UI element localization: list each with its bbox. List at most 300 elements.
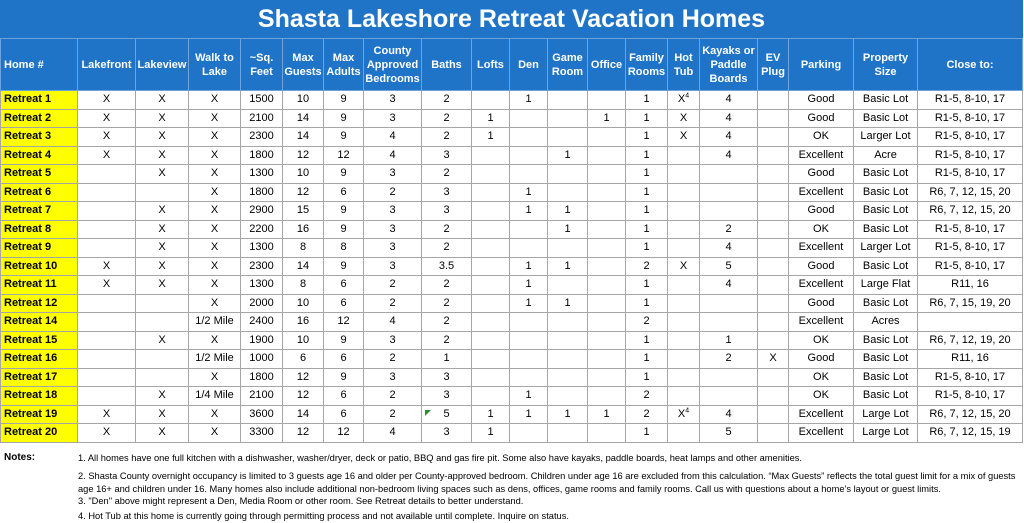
cell-property-size: Basic Lot [854, 350, 918, 369]
cell-game-room [548, 331, 588, 350]
cell-family-rooms: 1 [626, 331, 668, 350]
cell-sq-feet: 1300 [241, 239, 283, 258]
table-row [1, 165, 1023, 184]
cell-sq-feet: 2900 [241, 202, 283, 221]
cell-kayaks [700, 183, 758, 202]
cell-hot-tub [668, 276, 700, 295]
cell-bedrooms: 3 [364, 165, 422, 184]
cell-close-to: R1-5, 8-10, 17 [918, 239, 1023, 258]
cell-office [588, 91, 626, 110]
cell-hot-tub [668, 350, 700, 369]
cell-bedrooms: 4 [364, 424, 422, 443]
cell-game-room [548, 350, 588, 369]
cell-max-adults: 9 [324, 165, 364, 184]
cell-close-to: R1-5, 8-10, 17 [918, 257, 1023, 276]
cell-family-rooms: 1 [626, 128, 668, 147]
cell-baths: 3 [422, 368, 472, 387]
cell-lakefront [78, 202, 136, 221]
cell-parking: OK [789, 128, 854, 147]
cell-walk-to-lake: X [189, 146, 241, 165]
cell-lofts: 1 [472, 405, 510, 424]
cell-walk-to-lake: X [189, 368, 241, 387]
cell-ev-plug [758, 368, 789, 387]
cell-bedrooms: 4 [364, 146, 422, 165]
cell-sq-feet: 1800 [241, 183, 283, 202]
cell-max-guests: 15 [283, 202, 324, 221]
cell-walk-to-lake: X [189, 257, 241, 276]
cell-sq-feet: 2100 [241, 109, 283, 128]
cell-baths: 3 [422, 424, 472, 443]
hot-tub-value: X [677, 93, 686, 106]
cell-lofts [472, 276, 510, 295]
footnote-mark: 4 [685, 92, 690, 100]
cell-max-guests: 8 [283, 276, 324, 295]
cell-sq-feet: 1800 [241, 146, 283, 165]
cell-lofts [472, 165, 510, 184]
cell-parking: Good [789, 109, 854, 128]
cell-game-room: 1 [548, 220, 588, 239]
cell-ev-plug [758, 294, 789, 313]
cell-office [588, 165, 626, 184]
cell-property-size: Basic Lot [854, 165, 918, 184]
cell-kayaks [700, 368, 758, 387]
cell-property-size: Larger Lot [854, 239, 918, 258]
cell-property-size: Basic Lot [854, 202, 918, 221]
cell-lakefront: X [78, 109, 136, 128]
cell-sq-feet: 1900 [241, 331, 283, 350]
cell-sq-feet: 2200 [241, 220, 283, 239]
cell-kayaks: 4 [700, 276, 758, 295]
cell-family-rooms: 1 [626, 183, 668, 202]
cell-game-room: 1 [548, 202, 588, 221]
table-row [1, 128, 1023, 147]
cell-den: 1 [510, 387, 548, 406]
table-row [1, 405, 1023, 424]
cell-den: 1 [510, 276, 548, 295]
table-row [1, 220, 1023, 239]
cell-ev-plug [758, 276, 789, 295]
cell-family-rooms: 2 [626, 313, 668, 332]
cell-lakefront [78, 368, 136, 387]
cell-home: Retreat 11 [1, 276, 78, 295]
column-header-home: Home # [1, 39, 78, 91]
cell-hot-tub [668, 405, 700, 424]
cell-parking: OK [789, 331, 854, 350]
cell-home: Retreat 12 [1, 294, 78, 313]
cell-kayaks: 2 [700, 220, 758, 239]
cell-property-size: Basic Lot [854, 331, 918, 350]
cell-sq-feet: 2300 [241, 128, 283, 147]
cell-home: Retreat 9 [1, 239, 78, 258]
cell-den: 1 [510, 202, 548, 221]
cell-lakefront [78, 220, 136, 239]
cell-office [588, 350, 626, 369]
cell-ev-plug [758, 387, 789, 406]
cell-game-room [548, 387, 588, 406]
column-header-sq-feet: ~Sq. Feet [241, 39, 283, 91]
cell-sq-feet: 1500 [241, 91, 283, 110]
cell-walk-to-lake: X [189, 405, 241, 424]
cell-walk-to-lake: X [189, 276, 241, 295]
cell-walk-to-lake: 1/2 Mile [189, 350, 241, 369]
cell-bedrooms: 2 [364, 294, 422, 313]
cell-max-adults: 6 [324, 405, 364, 424]
cell-sq-feet: 3600 [241, 405, 283, 424]
column-header-game-room: Game Room [548, 39, 588, 91]
cell-game-room [548, 165, 588, 184]
cell-ev-plug [758, 91, 789, 110]
cell-baths: 2 [422, 276, 472, 295]
cell-close-to: R1-5, 8-10, 17 [918, 91, 1023, 110]
table-row [1, 239, 1023, 258]
cell-lofts [472, 202, 510, 221]
cell-close-to: R1-5, 8-10, 17 [918, 368, 1023, 387]
cell-parking: Excellent [789, 424, 854, 443]
cell-parking: Good [789, 165, 854, 184]
cell-sq-feet: 1000 [241, 350, 283, 369]
cell-max-guests: 12 [283, 387, 324, 406]
hot-tub-value: X [677, 407, 686, 420]
cell-max-guests: 10 [283, 331, 324, 350]
cell-max-adults: 12 [324, 313, 364, 332]
cell-kayaks: 4 [700, 91, 758, 110]
cell-parking: Good [789, 350, 854, 369]
cell-hot-tub [668, 202, 700, 221]
cell-max-adults: 9 [324, 331, 364, 350]
cell-max-guests: 8 [283, 239, 324, 258]
cell-walk-to-lake: X [189, 294, 241, 313]
cell-home: Retreat 8 [1, 220, 78, 239]
cell-lakeview: X [136, 239, 189, 258]
cell-family-rooms: 1 [626, 276, 668, 295]
cell-office [588, 239, 626, 258]
cell-lakefront: X [78, 424, 136, 443]
cell-ev-plug [758, 109, 789, 128]
cell-ev-plug [758, 146, 789, 165]
note-1: 1. All homes have one full kitchen with a dishwasher, washer/dryer, deck or patio, BBQ and gas fire pit. Some also have kayaks, paddle boards, heat lamps and other amenities. [78, 453, 803, 463]
cell-close-to: R6, 7, 12, 19, 20 [918, 331, 1023, 350]
cell-max-guests: 14 [283, 128, 324, 147]
cell-baths: 2 [422, 294, 472, 313]
cell-lakefront: X [78, 128, 136, 147]
cell-bedrooms: 3 [364, 202, 422, 221]
cell-baths: 3 [422, 202, 472, 221]
cell-bedrooms: 2 [364, 387, 422, 406]
note-3: 3. "Den" above might represent a Den, Media Room or other room. See Retreat details to better understand. [78, 496, 524, 506]
cell-ev-plug [758, 239, 789, 258]
cell-game-room: 1 [548, 146, 588, 165]
cell-game-room [548, 109, 588, 128]
cell-parking: Good [789, 257, 854, 276]
cell-ev-plug [758, 405, 789, 424]
cell-max-adults: 9 [324, 128, 364, 147]
cell-office [588, 368, 626, 387]
cell-lakeview: X [136, 165, 189, 184]
cell-walk-to-lake: X [189, 424, 241, 443]
cell-kayaks: 4 [700, 405, 758, 424]
cell-home: Retreat 6 [1, 183, 78, 202]
cell-hot-tub [668, 387, 700, 406]
cell-max-adults: 6 [324, 183, 364, 202]
cell-lakefront [78, 331, 136, 350]
cell-max-guests: 14 [283, 405, 324, 424]
cell-lakeview: X [136, 220, 189, 239]
cell-den [510, 220, 548, 239]
table-row [1, 146, 1023, 165]
cell-family-rooms: 1 [626, 165, 668, 184]
cell-baths: 5 [422, 405, 472, 424]
cell-baths: 2 [422, 313, 472, 332]
cell-sq-feet: 1300 [241, 276, 283, 295]
table-row [1, 183, 1023, 202]
cell-lofts [472, 239, 510, 258]
note-4: 4. Hot Tub at this home is currently going through permitting process and not available until complete. Inquire on status. [78, 511, 569, 521]
cell-lakefront [78, 239, 136, 258]
cell-lakeview: X [136, 387, 189, 406]
cell-office [588, 313, 626, 332]
cell-walk-to-lake: 1/4 Mile [189, 387, 241, 406]
column-header-lofts: Lofts [472, 39, 510, 91]
cell-max-adults: 6 [324, 387, 364, 406]
cell-parking: Good [789, 202, 854, 221]
cell-baths: 3 [422, 183, 472, 202]
cell-max-adults: 9 [324, 220, 364, 239]
cell-hot-tub [668, 239, 700, 258]
cell-game-room [548, 276, 588, 295]
cell-max-adults: 12 [324, 424, 364, 443]
cell-kayaks: 4 [700, 146, 758, 165]
cell-lakeview: X [136, 109, 189, 128]
cell-game-room [548, 128, 588, 147]
cell-hot-tub [668, 91, 700, 110]
cell-lofts [472, 313, 510, 332]
cell-kayaks: 4 [700, 109, 758, 128]
cell-game-room [548, 424, 588, 443]
cell-game-room [548, 91, 588, 110]
cell-max-adults: 12 [324, 146, 364, 165]
column-header-kayaks: Kayaks or Paddle Boards [700, 39, 758, 91]
cell-lofts [472, 294, 510, 313]
cell-property-size: Basic Lot [854, 109, 918, 128]
cell-sq-feet: 1300 [241, 165, 283, 184]
cell-lakeview [136, 368, 189, 387]
cell-hot-tub [668, 146, 700, 165]
cell-den [510, 165, 548, 184]
cell-office [588, 183, 626, 202]
cell-max-guests: 16 [283, 220, 324, 239]
cell-ev-plug [758, 331, 789, 350]
cell-parking: OK [789, 368, 854, 387]
cell-lofts: 1 [472, 424, 510, 443]
cell-bedrooms: 3 [364, 220, 422, 239]
cell-kayaks [700, 387, 758, 406]
cell-lofts [472, 350, 510, 369]
cell-lofts [472, 183, 510, 202]
cell-office [588, 202, 626, 221]
cell-lofts [472, 257, 510, 276]
cell-max-guests: 12 [283, 424, 324, 443]
cell-lakefront: X [78, 91, 136, 110]
cell-sq-feet: 2000 [241, 294, 283, 313]
cell-parking: Excellent [789, 405, 854, 424]
cell-parking: Excellent [789, 276, 854, 295]
column-header-lakefront: Lakefront [78, 39, 136, 91]
cell-bedrooms: 2 [364, 405, 422, 424]
cell-lakeview [136, 350, 189, 369]
cell-baths: 2 [422, 220, 472, 239]
cell-home: Retreat 17 [1, 368, 78, 387]
cell-max-guests: 10 [283, 165, 324, 184]
cell-home: Retreat 10 [1, 257, 78, 276]
column-header-hot-tub: Hot Tub [668, 39, 700, 91]
cell-hot-tub [668, 424, 700, 443]
column-header-office: Office [588, 39, 626, 91]
cell-property-size: Basic Lot [854, 220, 918, 239]
cell-walk-to-lake: X [189, 109, 241, 128]
cell-den [510, 350, 548, 369]
cell-lakeview [136, 183, 189, 202]
cell-home: Retreat 14 [1, 313, 78, 332]
cell-lofts [472, 220, 510, 239]
cell-lakeview [136, 313, 189, 332]
cell-den: 1 [510, 91, 548, 110]
cell-kayaks: 5 [700, 424, 758, 443]
cell-home: Retreat 7 [1, 202, 78, 221]
cell-family-rooms: 1 [626, 146, 668, 165]
cell-property-size: Large Lot [854, 424, 918, 443]
cell-family-rooms: 1 [626, 424, 668, 443]
column-header-max-adults: Max Adults [324, 39, 364, 91]
cell-close-to: R6, 7, 12, 15, 20 [918, 405, 1023, 424]
cell-max-guests: 16 [283, 313, 324, 332]
cell-max-guests: 14 [283, 109, 324, 128]
cell-den [510, 239, 548, 258]
cell-bedrooms: 3 [364, 239, 422, 258]
cell-bedrooms: 3 [364, 368, 422, 387]
cell-office [588, 128, 626, 147]
cell-lofts [472, 146, 510, 165]
cell-property-size: Basic Lot [854, 368, 918, 387]
cell-game-room [548, 313, 588, 332]
cell-lofts [472, 91, 510, 110]
cell-lakefront [78, 350, 136, 369]
cell-max-adults: 9 [324, 202, 364, 221]
cell-walk-to-lake: X [189, 183, 241, 202]
cell-baths: 2 [422, 331, 472, 350]
cell-home: Retreat 3 [1, 128, 78, 147]
cell-baths: 3 [422, 387, 472, 406]
cell-office [588, 424, 626, 443]
cell-lakefront [78, 294, 136, 313]
cell-bedrooms: 3 [364, 331, 422, 350]
column-header-family-rooms: Family Rooms [626, 39, 668, 91]
cell-bedrooms: 2 [364, 276, 422, 295]
cell-hot-tub [668, 313, 700, 332]
column-header-ev-plug: EV Plug [758, 39, 789, 91]
cell-family-rooms: 1 [626, 91, 668, 110]
cell-parking: Excellent [789, 146, 854, 165]
table-row [1, 276, 1023, 295]
cell-home: Retreat 18 [1, 387, 78, 406]
cell-property-size: Acre [854, 146, 918, 165]
cell-lakefront: X [78, 405, 136, 424]
cell-baths: 2 [422, 91, 472, 110]
cell-max-guests: 12 [283, 146, 324, 165]
column-header-baths: Baths [422, 39, 472, 91]
cell-bedrooms: 2 [364, 350, 422, 369]
cell-close-to: R6, 7, 12, 15, 19 [918, 424, 1023, 443]
cell-game-room: 1 [548, 294, 588, 313]
table-body [1, 91, 1023, 443]
cell-game-room: 1 [548, 405, 588, 424]
table-row [1, 109, 1023, 128]
cell-lofts [472, 331, 510, 350]
cell-den: 1 [510, 405, 548, 424]
cell-game-room: 1 [548, 257, 588, 276]
cell-hot-tub [668, 368, 700, 387]
cell-home: Retreat 16 [1, 350, 78, 369]
cell-den [510, 128, 548, 147]
cell-baths: 2 [422, 128, 472, 147]
cell-family-rooms: 2 [626, 405, 668, 424]
cell-den [510, 424, 548, 443]
column-header-lakeview: Lakeview [136, 39, 189, 91]
footnote-mark: 4 [685, 407, 690, 415]
cell-kayaks: 4 [700, 128, 758, 147]
table-row [1, 257, 1023, 276]
table-row [1, 91, 1023, 110]
cell-den [510, 331, 548, 350]
cell-office: 1 [588, 405, 626, 424]
cell-lakefront [78, 183, 136, 202]
cell-home: Retreat 15 [1, 331, 78, 350]
cell-walk-to-lake: X [189, 220, 241, 239]
cell-max-guests: 10 [283, 294, 324, 313]
cell-parking: Good [789, 294, 854, 313]
cell-office [588, 294, 626, 313]
cell-lakeview [136, 294, 189, 313]
cell-kayaks [700, 202, 758, 221]
cell-close-to: R1-5, 8-10, 17 [918, 128, 1023, 147]
table-row [1, 424, 1023, 443]
cell-office: 1 [588, 109, 626, 128]
cell-walk-to-lake: X [189, 165, 241, 184]
column-header-walk-to-lake: Walk to Lake [189, 39, 241, 91]
cell-family-rooms: 1 [626, 109, 668, 128]
cell-ev-plug [758, 202, 789, 221]
cell-parking: Excellent [789, 313, 854, 332]
cell-max-guests: 10 [283, 91, 324, 110]
cell-lakeview: X [136, 331, 189, 350]
cell-office [588, 276, 626, 295]
cell-max-guests: 14 [283, 257, 324, 276]
cell-office [588, 146, 626, 165]
cell-game-room [548, 239, 588, 258]
cell-walk-to-lake: X [189, 128, 241, 147]
cell-lakeview: X [136, 276, 189, 295]
cell-bedrooms: 3 [364, 91, 422, 110]
cell-max-adults: 9 [324, 91, 364, 110]
cell-property-size: Larger Lot [854, 128, 918, 147]
cell-sq-feet: 3300 [241, 424, 283, 443]
cell-close-to: R11, 16 [918, 276, 1023, 295]
cell-bedrooms: 3 [364, 109, 422, 128]
cell-kayaks: 2 [700, 350, 758, 369]
cell-family-rooms: 1 [626, 202, 668, 221]
cell-ev-plug [758, 257, 789, 276]
cell-max-guests: 12 [283, 183, 324, 202]
cell-home: Retreat 4 [1, 146, 78, 165]
